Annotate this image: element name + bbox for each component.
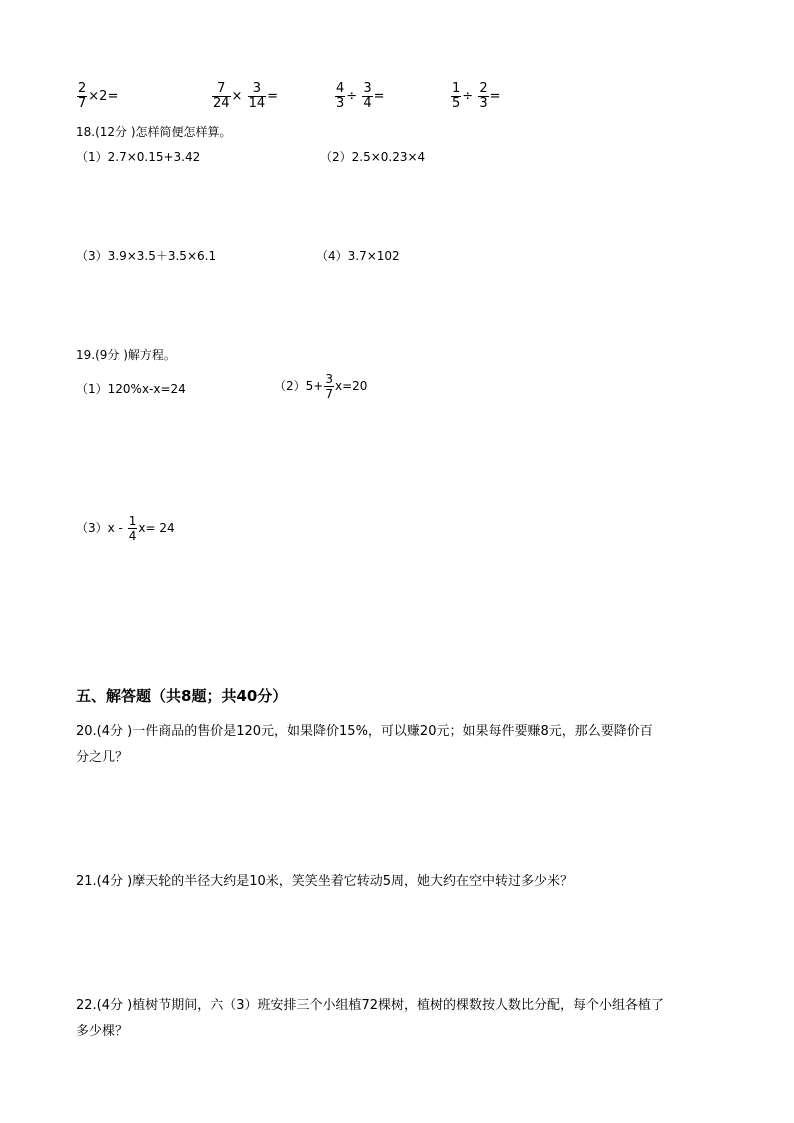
fraction: $\frac{1}{4}$ — [128, 514, 137, 543]
q18-item-1: （1）2.7×0.15+3.42 — [76, 150, 201, 164]
q18-item-4: （4）3.7×102 — [316, 249, 400, 263]
q19-item-2: （2）5+ $\frac{3}{7}$ x=20 — [274, 372, 368, 401]
calc-item-3: $\frac{4}{3}$ ÷ $\frac{3}{4}$ = — [336, 81, 385, 111]
calc-item-4: $\frac{1}{5}$ ÷ $\frac{2}{3}$ = — [452, 81, 501, 111]
q20-line-1: 20.(4分 )一件商品的售价是120元，如果降价15%，可以赚20元；如果每件要赚8元，那么要降价百 — [76, 724, 653, 739]
q19-item-1: （1）120%x-x=24 — [76, 382, 186, 396]
fraction: $\frac{2}{3}$ — [479, 81, 488, 111]
q19-title: 19.(9分 )解方程。 — [76, 348, 176, 362]
fraction: $\frac{1}{5}$ — [452, 81, 461, 111]
calc-item-2: $\frac{7}{24}$ × $\frac{3}{14}$ = — [213, 81, 279, 111]
fraction: $\frac{3}{7}$ — [325, 372, 333, 401]
q22-line-1: 22.(4分 )植树节期间，六（3）班安排三个小组植72棵树，植树的棵数按人数比分配，每个小组各植了 — [76, 998, 665, 1013]
fraction: $\frac{2}{7}$ — [78, 81, 87, 111]
fraction: $\frac{3}{14}$ — [248, 81, 266, 111]
q18-item-3: （3）3.9×3.5＋3.5×6.1 — [76, 249, 217, 263]
q22-line-2: 多少棵？ — [76, 1024, 129, 1039]
fraction: $\frac{7}{24}$ — [213, 81, 230, 111]
fraction: $\frac{4}{3}$ — [336, 81, 345, 111]
q20-line-2: 分之几？ — [76, 750, 129, 765]
q19-item-3: （3）x - $\frac{1}{4}$ x= 24 — [76, 514, 175, 543]
calc-item-1: $\frac{2}{7}$ ×2= — [78, 81, 119, 111]
fraction: $\frac{3}{4}$ — [363, 81, 372, 111]
q18-title: 18.(12分 )怎样简便怎样算。 — [76, 125, 232, 139]
q21-line-1: 21.(4分 )摩天轮的半径大约是10米，笑笑坐着它转动5周，她大约在空中转过多少米？ — [76, 874, 574, 889]
section-heading: 五、解答题（共8题；共40分） — [76, 687, 288, 705]
q18-item-2: （2）2.5×0.23×4 — [320, 150, 426, 164]
